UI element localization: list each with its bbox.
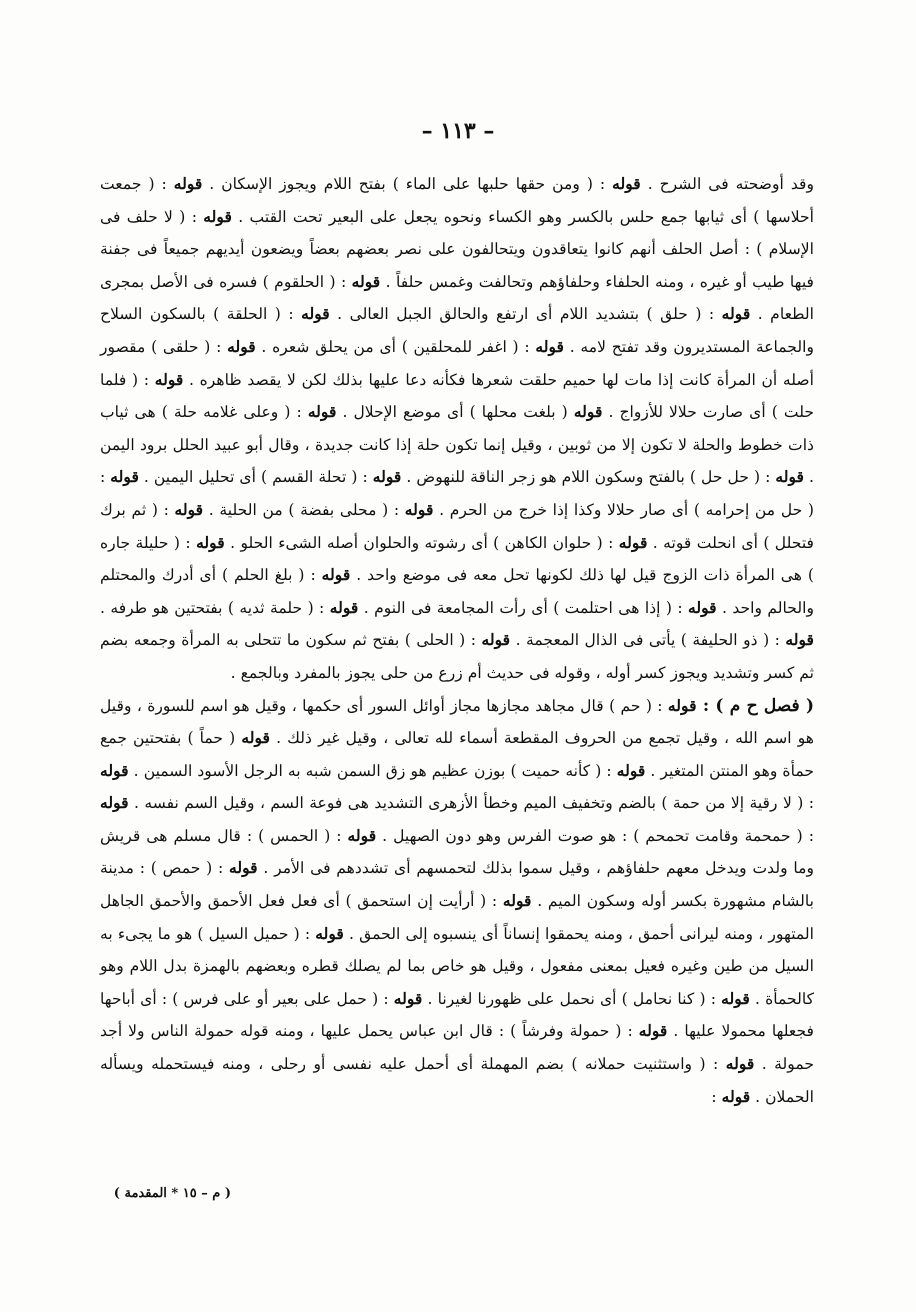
keyword-qawluh: قوله [618,532,648,552]
text-run: : ( ثم برك فتحلل ) أى انحلت قوته . [100,500,814,552]
keyword-qawluh: قوله [241,728,270,748]
text-run: : ( حمل على بعير أو على فرس ) : أى أباحها فجعلها محمولا عليها . [100,989,814,1041]
keyword-qawluh: قوله [721,1086,751,1106]
text-run: : ( حم ) قال مجاهد مجازها مجاز أوائل السور أى حكمها ، وقيل هو اسم للسورة ، وقيل هو اسم الله ، وقيل تجمع من الحروف المقطعة أسماء لله تعالى ، وقيل غير ذلك . [100,696,814,748]
page-number: – ١١٣ – [421,118,495,144]
keyword-qawluh: قوله [203,206,232,226]
text-run: : ( حليلة جاره ) هى المرأة ذات الزوج قيل لها ذلك لكونها تحل معه فى موضع واحد . [100,533,814,585]
keyword-qawluh: قوله [638,1021,668,1041]
keyword-qawluh: قوله [404,499,434,519]
keyword-qawluh: قوله [227,336,256,356]
text-run: : ( حمولة وفرشاً ) : قال ابن عباس يحمل عليها ، ومنه قوله حمولة الناس ولا أجد حمولة . [100,1022,814,1074]
text-run: : ( كأنه حميت ) بوزن عظيم هو زق السمن شبه به الرجل الأسود السمين . [128,761,617,780]
keyword-qawluh: قوله [535,336,564,356]
keyword-qawluh: قوله [573,402,603,422]
keyword-qawluh: قوله [196,532,225,552]
text-run: : ( الحلى ) بفتح ثم سكون ما تتحلى به المرأة وجمعه بضم ثم كسر وتشديد ويجوز كسر أوله ، وقوله فى حديث أم زرع من حلى يجوز بالمفرد وبالجمع . [100,631,814,682]
text-run: : ( الحلقة ) بالسكون السلاح والجماعة المستديرون وقد تفتح لامه . [100,305,814,356]
section-heading: ( فصل ح م ) : [696,695,814,716]
text-run: : ( حمحمة وقامت تحمحم ) : هو صوت الفرس وهو دون الصهيل . [376,826,814,845]
keyword-qawluh: قوله [100,760,129,780]
text-run: : ( وعلى غلامه حلة ) هى ثياب ذات خطوط والحلة لا تكون إلا من ثوبين ، وقيل إنما تكون حلة إذا كانت جديدة ، وقال أبو عبيد الحلل برود اليمن . [100,403,814,487]
keyword-qawluh: قوله [687,597,717,617]
text-run: : [711,1087,722,1106]
text-run: ( بلغت محلها ) أى موضع الإحلال . [336,403,574,422]
keyword-qawluh: قوله [154,369,184,389]
keyword-qawluh: قوله [393,988,423,1008]
text-run: : ( حلقى ) مقصور أصله أن المرأة كانت إذا مات لها حميم حلقت شعرها فكأنه دعا عليها بذلك لكن لا يقصد ظاهره . [100,337,814,389]
text-run: : ( تحلة القسم ) أى تحليل اليمين . [138,468,373,487]
keyword-qawluh: قوله [372,467,402,487]
keyword-qawluh: قوله [174,499,204,519]
keyword-qawluh: قوله [321,565,351,585]
text-run: : ( ومن حقها حلبها على الماء ) بفتح اللام ويجوز الإسكان . [202,175,613,193]
keyword-qawluh: قوله [481,630,511,650]
text-run: : ( اغفر للمحلقين ) أى من يحلق شعره . [255,337,536,356]
keyword-qawluh: قوله [725,1054,755,1074]
keyword-qawluh: قوله [612,174,641,193]
keyword-qawluh: قوله [347,825,377,845]
text-run: : ( أرأيت إن استحمق ) أى فعل فعل الأحمق والأحمق الجاهل المتهور ، ومنه ليرانى أحمق ، ومنه يحمقوا إنساناً أى ينسبوه إلى الحمق . [100,892,814,943]
text-run: : ( حلمة ثديه ) بفتحتين هو طرفه . [100,598,330,617]
text-run: : ( محلى بفضة ) من الحلية . [203,500,405,519]
text-run: : ( حل من إحرامه ) أى صار حلالا وكذا إذا خرج من الحرم . [100,468,815,519]
text-run: : ( واستثنيت حملانه ) بضم المهملة أى أحمل عليه نفسى أو رحلى ، ومنه فيستحمله ويسأله الحملان . [100,1055,814,1106]
keyword-qawluh: قوله [616,760,646,780]
keyword-qawluh: قوله [785,630,814,650]
keyword-qawluh: قوله [315,923,344,943]
text-run: : ( بلغ الحلم ) أى أدرك والمحتلم والحالم واحد . [100,566,814,617]
text-run: : ( إذا هى احتلمت ) أى رأت المجامعة فى النوم . [358,598,688,617]
keyword-qawluh: قوله [775,467,804,487]
keyword-qawluh: قوله [329,597,359,617]
keyword-qawluh: قوله [351,271,381,291]
text-run: : ( لا حلف فى الإسلام ) : أصل الحلف أنهم كانوا يتعاقدون ويتحالفون على نصر بعضهم بعضاً ويضعون أيديهم جميعاً فى جفنة فيها طيب أو غيره ، ومنه الحلفاء وحلفاؤهم وتحالفت وغمس حلفاً . [100,207,814,291]
text-run: : ( حلق ) بتشديد اللام أى ارتفع والحالق الجبل العالى . [329,305,722,324]
keyword-qawluh: قوله [721,304,751,324]
text-run: : ( كنا نحامل ) أى نحمل على ظهورنا لغيرنا . [422,989,722,1008]
body-text [100,168,814,1113]
text-run: : ( فلما حلت ) أى صارت حلالا للأزواج . [100,370,814,422]
text-run: : ( جمعت أحلاسها ) أى ثيابها جمع حلس بالكسر وهو الكساء ونحوه يجعل على البعير تحت القتب . [100,175,814,226]
keyword-qawluh: قوله [229,858,258,878]
text-run: : ( حميل السيل ) هو ما يجىء به السيل من طين وغيره فعيل بمعنى مفعول ، وقيل هو خاص بما لم يصلك قطره وبعضهم بالهمزة بدل اللام وهو كالحمأة . [100,924,815,1008]
text-run: : ( حلوان الكاهن ) أى رشوته والحلوان أصله الشىء الحلو . [224,533,619,552]
text-run: : ( حل حل ) بالفتح وسكون اللام هو زجر الناقة للنهوض . [401,468,776,487]
keyword-qawluh: قوله [173,174,203,193]
keyword-qawluh: قوله [721,988,750,1008]
paragraph-ha-lam [100,168,814,690]
text-run: وقد أوضحته فى الشرح . [640,175,815,193]
text-run: ( حماً ) بفتحتين جمع حمأة وهو المنتن المتغير . [100,729,814,780]
footer-signature: ( م – ١٥ * المقدمة ) [113,1186,231,1201]
text-run: : ( الحلقوم ) فسره فى الأصل بمجرى الطعام . [100,272,814,324]
keyword-qawluh: قوله [100,793,129,813]
keyword-qawluh: قوله [307,402,337,422]
keyword-qawluh: قوله [667,695,697,715]
keyword-qawluh: قوله [502,891,532,911]
keyword-qawluh: قوله [110,467,139,487]
text-run: : ( ذو الحليفة ) يأتى فى الذال المعجمة . [510,631,786,650]
text-run: : ( الحمس ) : قال مسلم هى قريش وما ولدت ويدخل معهم حلفاؤهم ، وقيل سموا بذلك لتحمسهم أى تشددهم فى الأمر . [100,826,814,878]
keyword-qawluh: قوله [301,304,330,324]
paragraph-ha-mim [100,690,814,1114]
text-run: : ( لا رقية إلا من حمة ) بالضم وتخفيف الميم وخطأ الأزهرى التشديد هى فوعة السم ، وقيل السم نفسه . [128,794,814,813]
text-run: : ( حمص ) : مدينة بالشام مشهورة بكسر أوله وسكون الميم . [100,859,814,911]
